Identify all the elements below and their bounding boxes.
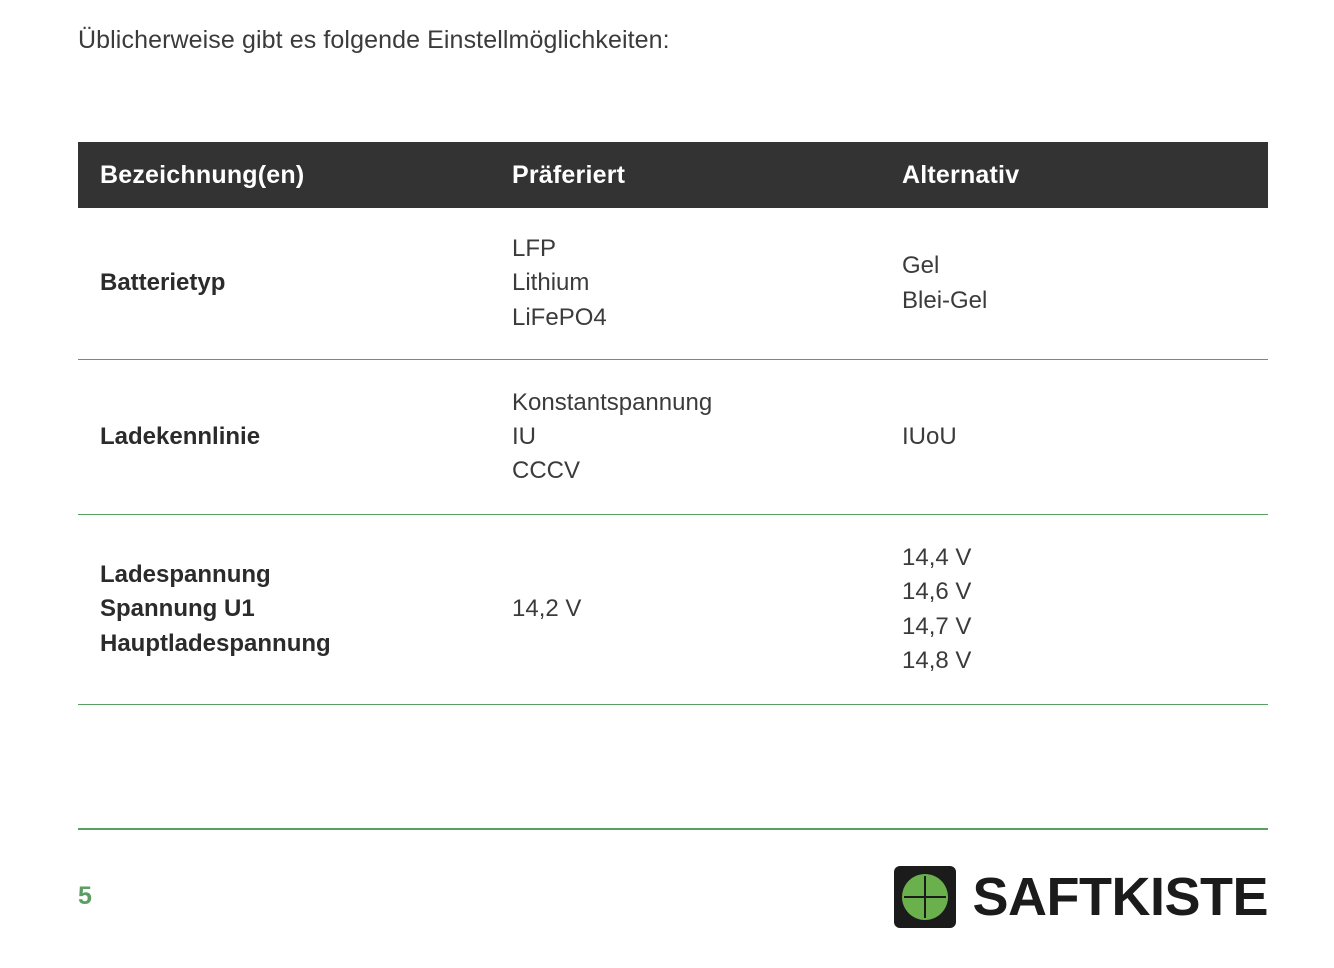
table-header-alternativ: Alternativ [902,160,1020,189]
intro-paragraph: Üblicherweise gibt es folgende Einstellmöglichkeiten: [78,26,670,54]
row-label-cell [78,420,496,454]
brand-name: SAFTKISTE [972,867,1268,927]
row-label-line: Batterietyp [100,269,226,297]
row-alternative-cell [890,420,1268,454]
row-label-line: Spannung U1 [100,595,255,623]
page-number: 5 [78,882,92,910]
footer-divider [78,828,1268,830]
row-preferred-cell [496,232,890,334]
row-label-line: Hauptladespannung [100,629,331,657]
table-row [78,208,1268,360]
row-alternative-line: 14,7 V [902,612,972,640]
row-alternative-cell [890,541,1268,677]
row-preferred-line: CCCV [512,457,581,485]
table-row [78,360,1268,515]
table-header-row [78,142,1268,208]
row-preferred-line: Lithium [512,269,590,297]
brand-logo [894,866,1268,928]
row-label-line: Ladespannung [100,561,271,589]
row-preferred-line: IU [512,422,536,450]
table-header-praeferiert: Präferiert [512,160,626,189]
row-preferred-line: LiFePO4 [512,303,607,331]
row-alternative-line: 14,8 V [902,646,972,674]
row-alternative-line: Gel [902,252,940,280]
table-header-bezeichnung: Bezeichnung(en) [100,160,305,189]
row-alternative-cell [890,249,1268,317]
row-preferred-line: LFP [512,235,557,263]
row-alternative-line: 14,6 V [902,578,972,606]
row-label-line: Ladekennlinie [100,422,261,450]
row-preferred-cell [496,386,890,488]
row-label-cell [78,558,496,660]
row-label-cell [78,266,496,300]
row-preferred-line: Konstantspannung [512,388,713,416]
row-alternative-line: 14,4 V [902,544,972,572]
lemon-slice-icon [894,866,956,928]
row-preferred-line: 14,2 V [512,595,582,623]
settings-table [78,142,1268,705]
row-alternative-line: IUoU [902,422,957,450]
row-preferred-cell [496,592,890,626]
table-row [78,515,1268,705]
row-alternative-line: Blei-Gel [902,286,988,314]
